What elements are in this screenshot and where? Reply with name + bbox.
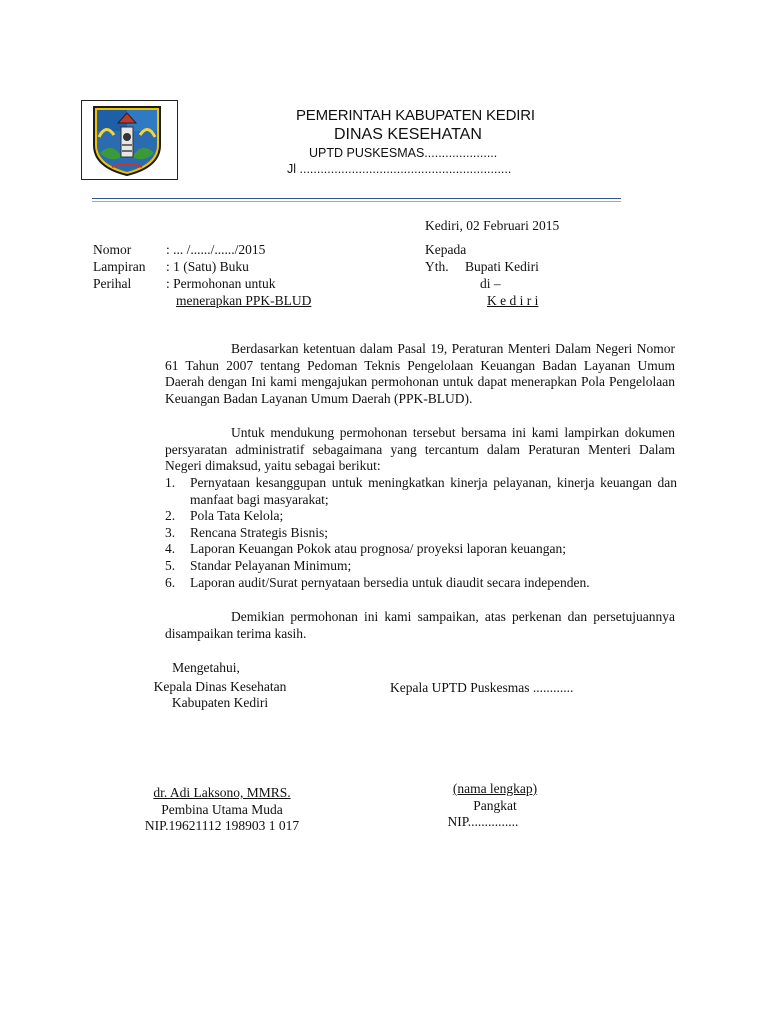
perihal-value: : Permohonan untuk [166,276,276,291]
requirements-list [165,475,677,591]
recipient-city: K e d i r i [487,293,539,308]
lampiran-label: Lampiran [93,259,146,274]
letter-date: Kediri, 02 Februari 2015 [425,218,560,233]
recipient-kepada: Kepada [425,242,467,257]
recipient-di: di – [480,276,501,291]
perihal-value-subject: menerapkan PPK-BLUD [176,293,312,308]
sig-left-rank: Pembina Utama Muda [161,801,283,817]
list-item: 2. Pola Tata Kelola; [165,508,284,524]
sig-left-title1: Kepala Dinas Kesehatan [153,678,287,694]
sig-left-name: dr. Adi Laksono, MMRS. [153,785,291,800]
list-item: 5. Standar Pelayanan Minimum; [165,557,352,573]
body-paragraph-closing: Demikian permohonan ini kami sampaikan, atas perkenan dan persetujuannya disampaikan terima kasih. [165,609,675,641]
sig-left-title2: Kabupaten Kediri [171,695,269,711]
list-item: 1. Pernyataan kesanggupan untuk meningkatkan kinerja pelayanan, kinerja keuangan dan manfaat bagi masyarakat; [165,475,677,507]
recipient-name: Bupati Kediri [465,259,539,274]
letterhead-government: PEMERINTAH KABUPATEN KEDIRI [296,107,535,124]
letterhead-agency: DINAS KESEHATAN [334,126,482,143]
letterhead-uptd: UPTD PUSKESMAS..................... [309,146,498,160]
list-item: 6. Laporan audit/Surat pernyataan bersedia untuk diaudit secara independen. [165,574,590,590]
letterhead-address: Jl ............................................................. [287,162,512,176]
sig-right-title: Kepala UPTD Puskesmas ............ [390,680,574,695]
nomor-value: : ... /....../....../2015 [166,242,266,257]
list-item: 4. Laporan Keuangan Pokok atau prognosa/ proyeksi laporan keuangan; [165,541,567,557]
signature-right-identity [420,781,570,831]
letterhead-rule [92,198,621,199]
nomor-label: Nomor [93,242,132,257]
body-paragraph-2: Untuk mendukung permohonan tersebut bersama ini kami lampirkan dokumen persyaratan administratif sebagaimana yang tercantum dalam Peraturan Menteri Dalam Negeri dimaksud, yaitu sebagai berikut: [165,425,675,474]
list-item: 3. Rencana Strategis Bisnis; [165,524,328,540]
sig-left-mengetahui: Mengetahui, [172,660,240,675]
signature-left-identity [122,785,322,835]
logo-frame [81,100,178,180]
letterhead-rule-thin [92,201,621,202]
kediri-regency-crest-icon [82,101,177,179]
sig-right-rank: Pangkat [473,797,517,813]
sig-right-name: (nama lengkap) [452,781,538,796]
recipient-yth: Yth. [425,259,449,274]
sig-left-nip: NIP.19621112 198903 1 017 [144,818,300,834]
signature-block-left [120,660,320,712]
lampiran-value: : 1 (Satu) Buku [166,259,249,274]
body-paragraph-1: Berdasarkan ketentuan dalam Pasal 19, Peraturan Menteri Dalam Negeri Nomor 61 Tahun 2007 tentang Pedoman Teknis Pengelolaan Keuangan Badan Layanan Umum Daerah dengan Ini kami mengajukan permohonan untuk dapat menerapkan Pola Pengelolaan Keuangan Badan Layanan Umum Daerah (PPK-BLUD). [165,341,675,406]
perihal-label: Perihal [93,276,132,291]
sig-right-nip: NIP............... [447,814,519,830]
